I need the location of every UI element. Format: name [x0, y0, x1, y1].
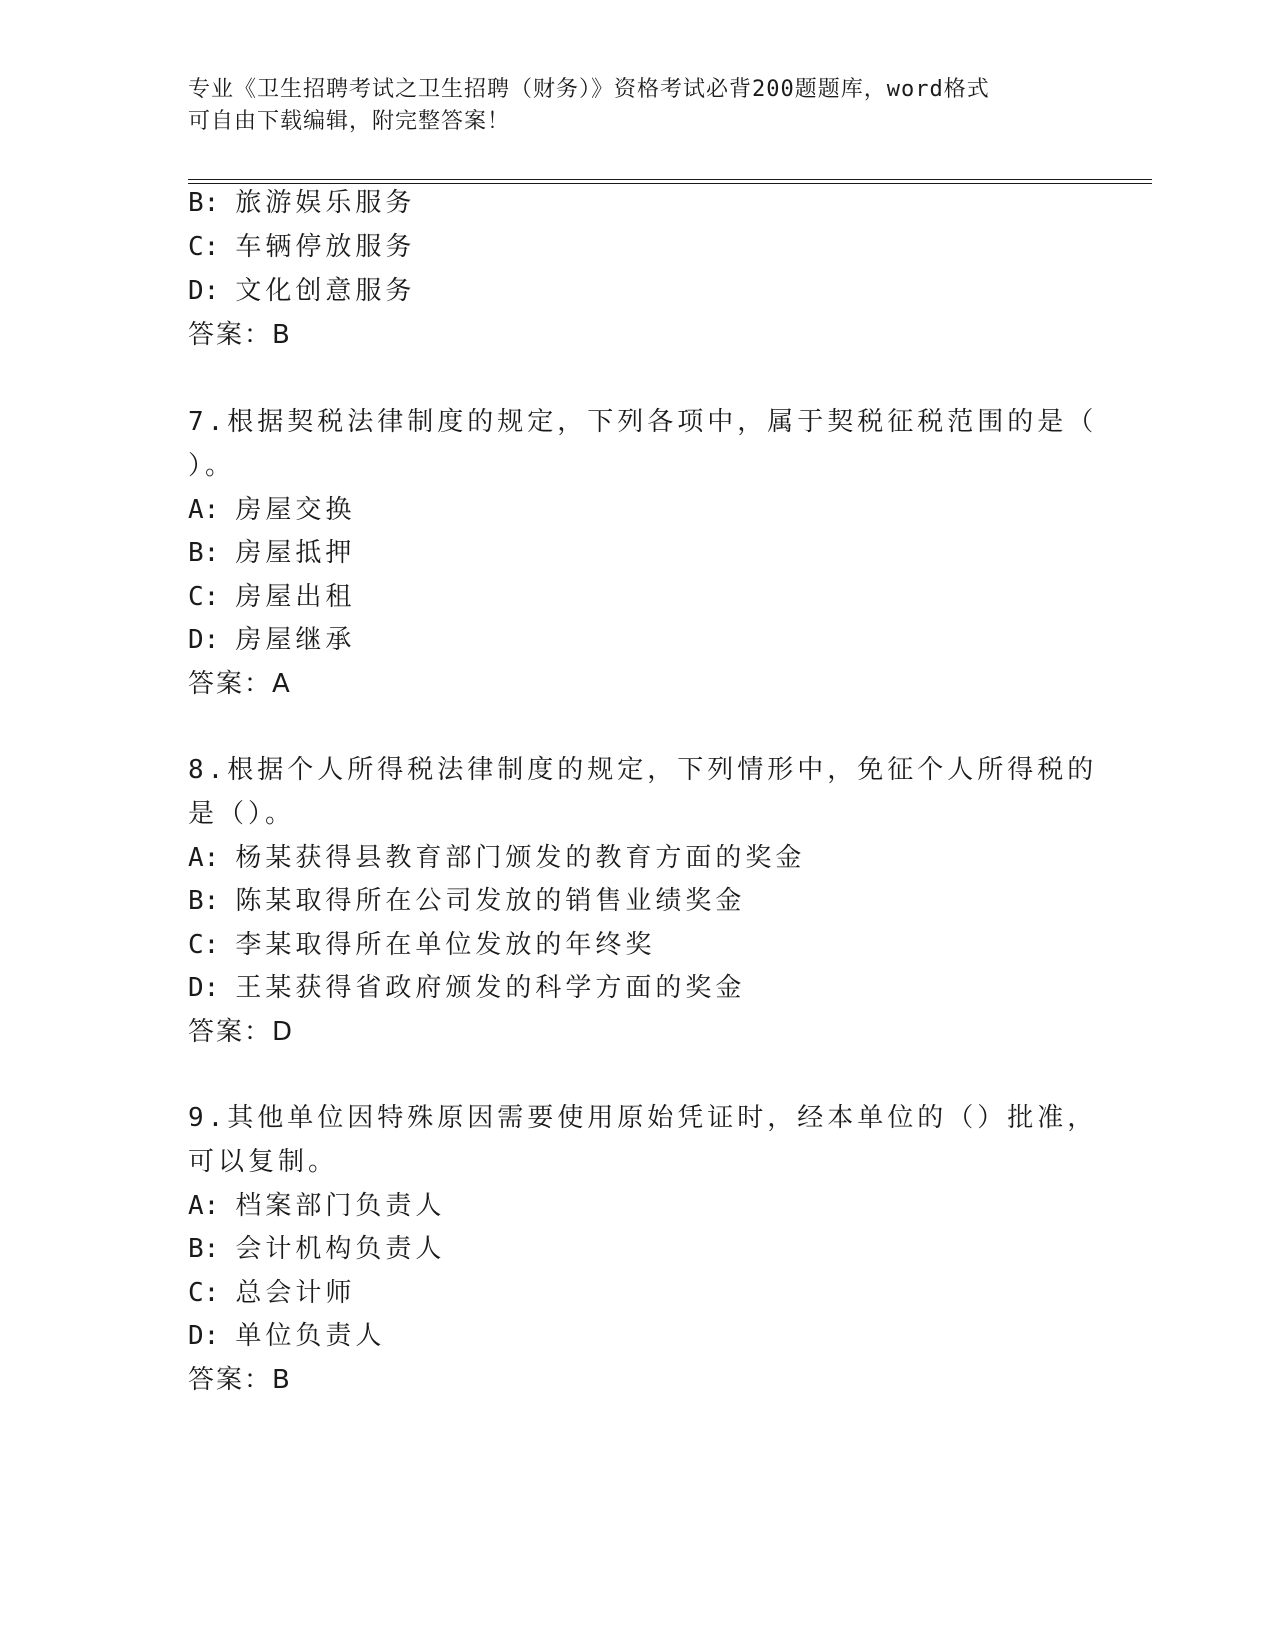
option-key: B: [188, 538, 220, 568]
option-text: 房屋抵押 [235, 538, 356, 568]
option-text: 总会计师 [235, 1278, 356, 1308]
option-key: B: [188, 886, 220, 916]
option-text: 档案部门负责人 [235, 1191, 446, 1221]
option-text: 王某获得省政府颁发的科学方面的奖金 [235, 973, 746, 1003]
option-line [188, 1231, 445, 1267]
question-stem: 8.根据个人所得税法律制度的规定，下列情形中，免征个人所得税的 [188, 755, 1098, 785]
question-stem: 是（）。 [188, 799, 296, 829]
header-line-2: 可自由下载编辑，附完整答案！ [188, 109, 511, 134]
option-text: 会计机构负责人 [235, 1234, 446, 1264]
question-stem: 可以复制。 [188, 1147, 339, 1177]
answer-line: 答案：B [188, 320, 292, 350]
option-key: C: [188, 930, 220, 960]
option-line [188, 535, 355, 571]
option-line [188, 185, 415, 221]
option-text: 车辆停放服务 [235, 232, 416, 262]
option-key: A: [188, 495, 220, 525]
option-text: 房屋出租 [235, 582, 356, 612]
option-line [188, 1188, 445, 1224]
question-stem: 7.根据契税法律制度的规定，下列各项中，属于契税征税范围的是（ [188, 407, 1098, 437]
header-line-1: 专业《卫生招聘考试之卫生招聘（财务）》资格考试必背200题题库，word格式 [188, 77, 990, 102]
option-text: 文化创意服务 [235, 276, 416, 306]
answer-line: 答案：B [188, 1365, 292, 1395]
answer-line: 答案：A [188, 669, 292, 699]
question-stem: 9.其他单位因特殊原因需要使用原始凭证时，经本单位的（）批准， [188, 1103, 1098, 1133]
option-line [188, 840, 805, 876]
option-line [188, 1318, 385, 1354]
option-key: C: [188, 1278, 220, 1308]
option-key: B: [188, 1234, 220, 1264]
option-key: D: [188, 276, 220, 306]
answer-line: 答案：D [188, 1017, 295, 1047]
option-text: 房屋交换 [235, 495, 356, 525]
header-rule-bottom [188, 183, 1152, 184]
document-header [188, 74, 1068, 138]
option-line [188, 883, 745, 919]
option-text: 李某取得所在单位发放的年终奖 [235, 930, 656, 960]
question-stem: ）。 [188, 451, 236, 481]
option-key: A: [188, 1191, 220, 1221]
option-key: B: [188, 188, 220, 218]
option-text: 单位负责人 [235, 1321, 386, 1351]
option-line [188, 622, 355, 658]
option-line [188, 492, 355, 528]
header-rule-top [188, 179, 1152, 180]
option-key: C: [188, 232, 220, 262]
option-line [188, 970, 745, 1006]
option-line [188, 927, 655, 963]
option-line [188, 579, 355, 615]
option-text: 房屋继承 [235, 625, 356, 655]
option-key: D: [188, 1321, 220, 1351]
option-line [188, 1275, 355, 1311]
option-key: A: [188, 843, 220, 873]
option-text: 旅游娱乐服务 [235, 188, 416, 218]
option-line [188, 273, 415, 309]
option-text: 杨某获得县教育部门颁发的教育方面的奖金 [235, 843, 806, 873]
option-text: 陈某取得所在公司发放的销售业绩奖金 [235, 886, 746, 916]
option-key: D: [188, 625, 220, 655]
option-key: C: [188, 582, 220, 612]
option-line [188, 229, 415, 265]
option-key: D: [188, 973, 220, 1003]
